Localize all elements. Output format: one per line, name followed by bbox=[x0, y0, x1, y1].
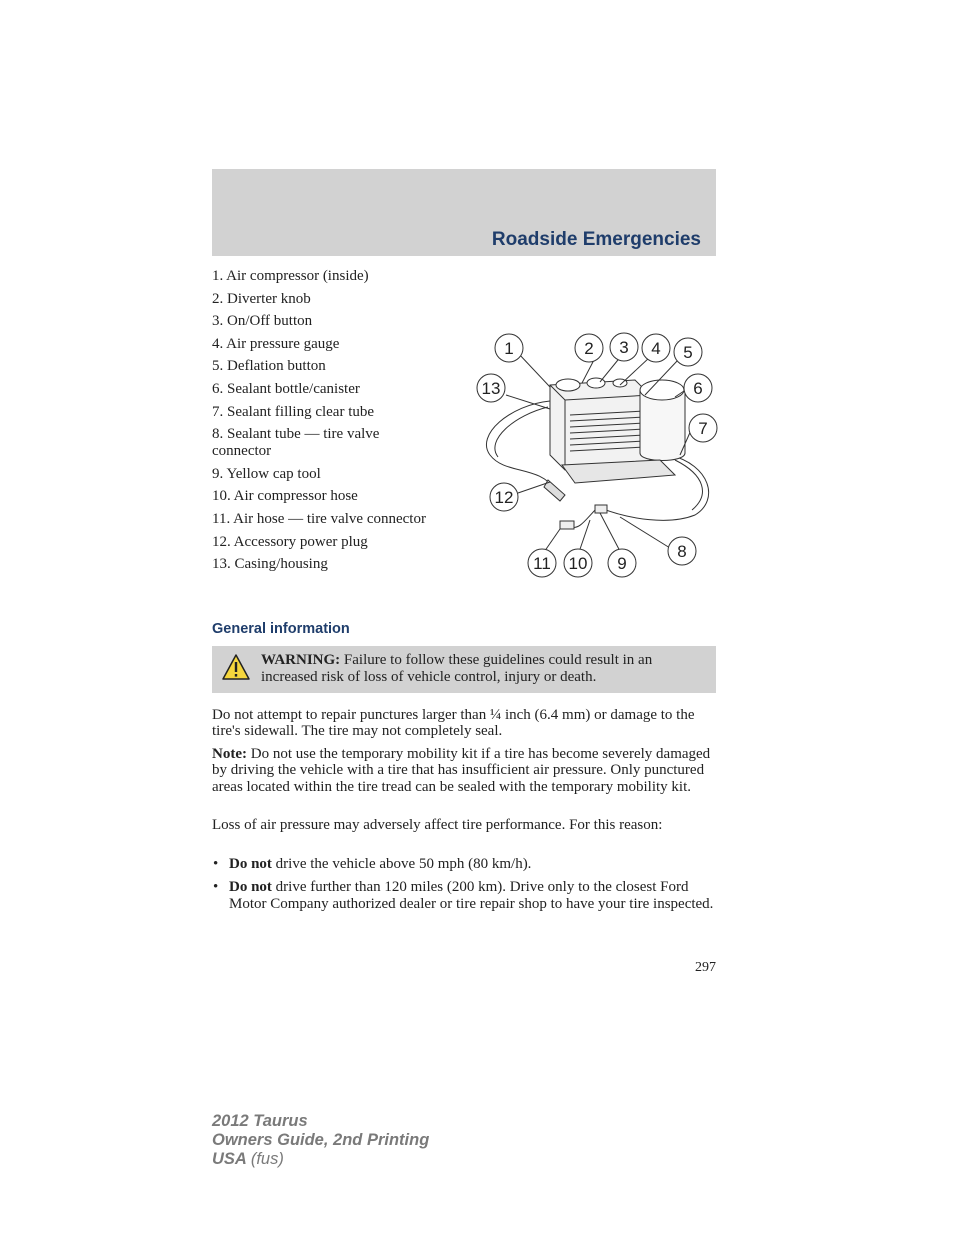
note-paragraph bbox=[212, 746, 716, 795]
warning-label: WARNING: bbox=[261, 652, 341, 668]
bullet-icon: • bbox=[213, 856, 219, 872]
section-title: Roadside Emergencies bbox=[491, 229, 701, 250]
warning-triangle-icon bbox=[221, 653, 251, 681]
note-text: Do not use the temporary mobility kit if a tire has become severely damaged by driving the vehicle with a tire that has insufficient air pressure. Only punctured areas located within the tire tread can be sealed with the temporary mobility kit. bbox=[212, 746, 711, 795]
list-item: 7. Sealant filling clear tube bbox=[212, 403, 375, 420]
list-item bbox=[212, 879, 716, 912]
callout-12: 12 bbox=[494, 488, 514, 507]
callout-2: 2 bbox=[584, 339, 594, 358]
footer-region: USA bbox=[212, 1150, 247, 1168]
list-item: 2. Diverter knob bbox=[212, 290, 311, 307]
footer-line-2: Owners Guide, 2nd Printing bbox=[212, 1131, 430, 1149]
list-item: 9. Yellow cap tool bbox=[212, 465, 321, 482]
list-item: 13. Casing/housing bbox=[212, 556, 328, 573]
list-item: 11. Air hose — tire valve connector bbox=[212, 510, 426, 527]
bullet-icon: • bbox=[213, 879, 219, 896]
list-item: 3. On/Off button bbox=[212, 313, 313, 330]
footer-line-1: 2012 Taurus bbox=[212, 1112, 308, 1130]
callout-8: 8 bbox=[677, 542, 687, 561]
list-item: 8. Sealant tube — tire valve connector bbox=[212, 426, 380, 460]
callout-13: 13 bbox=[481, 379, 501, 398]
list-item bbox=[212, 856, 716, 872]
footer-edition bbox=[212, 1112, 429, 1169]
section-header-band bbox=[212, 169, 716, 256]
callout-7: 7 bbox=[698, 419, 708, 438]
callout-3: 3 bbox=[619, 338, 629, 357]
callout-5: 5 bbox=[683, 343, 693, 362]
section-heading: General information bbox=[212, 621, 350, 637]
tire-mobility-kit-diagram bbox=[470, 325, 720, 585]
bullet-bold: Do not bbox=[229, 879, 272, 896]
air-pressure-paragraph: Loss of air pressure may adversely affect tire performance. For this reason: bbox=[212, 817, 663, 833]
callout-10: 10 bbox=[568, 554, 588, 573]
list-item: 5. Deflation button bbox=[212, 358, 326, 375]
warning-box bbox=[212, 646, 716, 693]
callout-4: 4 bbox=[651, 339, 661, 358]
warning-text bbox=[261, 652, 706, 685]
footer-line-3 bbox=[212, 1150, 429, 1169]
bullet-text: drive further than 120 miles (200 km). Drive only to the closest Ford Motor Company authorized dealer or tire repair shop to have your tire inspected. bbox=[229, 879, 714, 912]
note-label: Note: bbox=[212, 746, 247, 762]
callout-6: 6 bbox=[693, 379, 703, 398]
warning-body: Failure to follow these guidelines could result in an increased risk of loss of vehicle control, injury or death. bbox=[261, 652, 653, 685]
callout-1: 1 bbox=[504, 339, 514, 358]
callout-9: 9 bbox=[617, 554, 627, 573]
puncture-size-paragraph: Do not attempt to repair punctures larger than ¼ inch (6.4 mm) or damage to the tire's sidewall. The tire may not completely seal. bbox=[212, 707, 695, 740]
list-item: 1. Air compressor (inside) bbox=[212, 268, 369, 284]
compressor-illustration bbox=[486, 378, 708, 529]
callout-11: 11 bbox=[533, 554, 551, 573]
list-item: 10. Air compressor hose bbox=[212, 488, 358, 505]
parts-list bbox=[212, 268, 462, 579]
page-number: 297 bbox=[695, 960, 716, 975]
bullet-text: drive the vehicle above 50 mph (80 km/h). bbox=[275, 856, 532, 872]
list-item: 4. Air pressure gauge bbox=[212, 335, 340, 352]
list-item: 12. Accessory power plug bbox=[212, 533, 368, 550]
list-item: 6. Sealant bottle/canister bbox=[212, 380, 360, 397]
footer-region-code: (fus) bbox=[250, 1150, 284, 1168]
bullet-bold: Do not bbox=[229, 856, 272, 872]
bullet-list bbox=[212, 856, 716, 919]
